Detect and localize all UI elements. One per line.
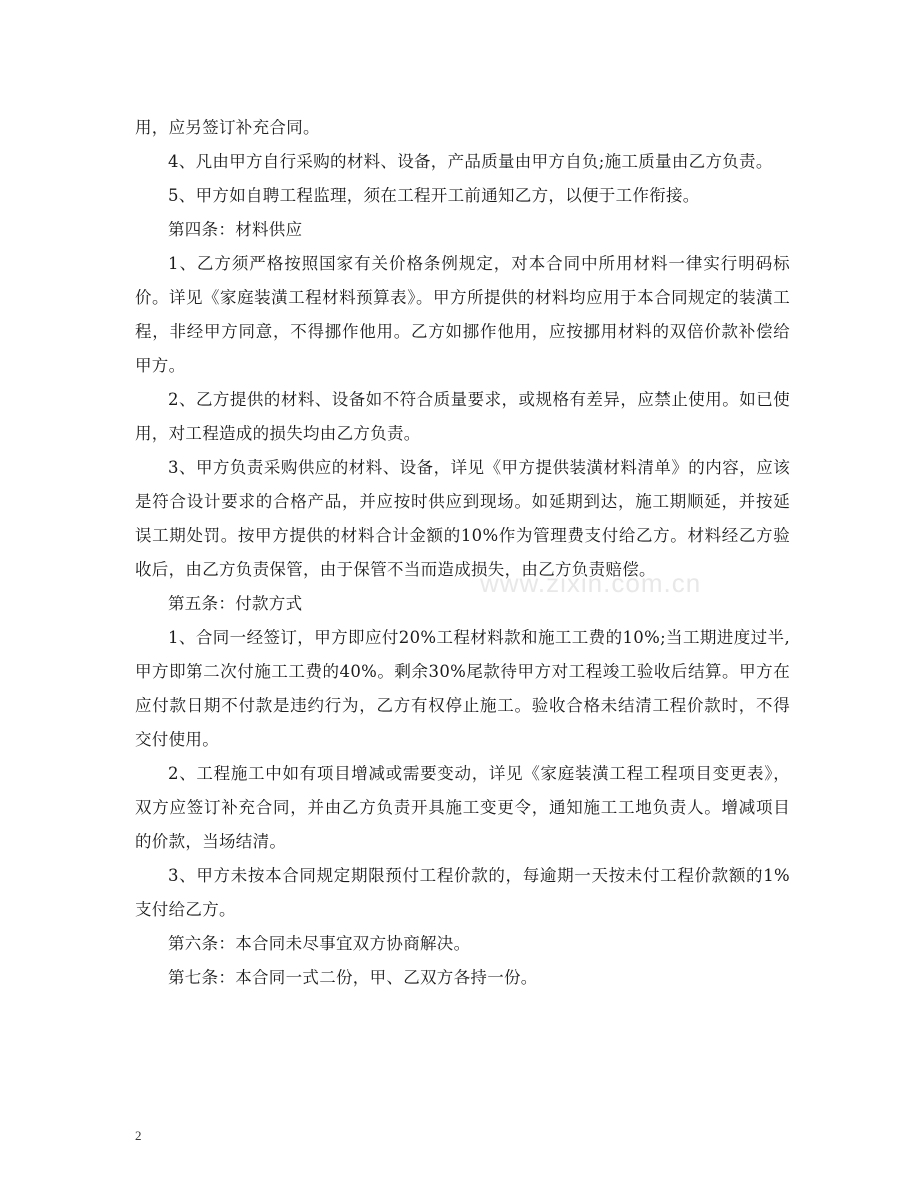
section-heading: 第四条：材料供应 [168, 220, 303, 239]
paragraph: 4、凡由甲方自行采购的材料、设备，产品质量由甲方自负;施工质量由乙方负责。 [168, 152, 773, 171]
section-heading: 第五条：付款方式 [168, 594, 303, 613]
paragraph: 2、工程施工中如有项目增减或需要变动，详见《家庭装潢工程工程项目变更表》，双方应签订补充合同，并由乙方负责开具施工变更令，通知施工工地负责人。增减项目的价款，当场结清。 [135, 764, 790, 851]
page-number: 2 [135, 1128, 142, 1143]
section-heading: 第六条：本合同未尽事宜双方协商解决。 [168, 934, 471, 953]
section-heading: 第七条：本合同一式二份，甲、乙双方各持一份。 [168, 968, 538, 987]
paragraph: 5、甲方如自聘工程监理，须在工程开工前通知乙方，以便于工作衔接。 [168, 186, 700, 205]
document-body [135, 111, 790, 995]
paragraph: 2、乙方提供的材料、设备如不符合质量要求，或规格有差异，应禁止使用。如已使用，对工程造成的损失均由乙方负责。 [135, 390, 790, 443]
paragraph: 1、合同一经签订，甲方即应付20%工程材料款和施工工费的10%;当工期进度过半,甲方即第二次付施工工费的40%。剩余30%尾款待甲方对工程竣工验收后结算。甲方在应付款日期不付款是违约行为，乙方有权停止施工。验收合格未结清工程价款时，不得交付使用。 [135, 628, 790, 749]
watermark: www.zixin.com.cn [480, 568, 702, 598]
paragraph: 1、乙方须严格按照国家有关价格条例规定，对本合同中所用材料一律实行明码标价。详见《家庭装潢工程材料预算表》。甲方所提供的材料均应用于本合同规定的装潢工程，非经甲方同意，不得挪作他用。乙方如挪作他用，应按挪用材料的双倍价款补偿给甲方。 [135, 254, 790, 375]
paragraph: 3、甲方负责采购供应的材料、设备，详见《甲方提供装潢材料清单》的内容，应该是符合设计要求的合格产品，并应按时供应到现场。如延期到达，施工期顺延，并按延误工期处罚。按甲方提供的材料合计金额的10%作为管理费支付给乙方。材料经乙方验收后，由乙方负责保管，由于保管不当而造成损失，由乙方负责赔偿。 [135, 458, 790, 579]
paragraph: 用，应另签订补充合同。 [135, 118, 320, 137]
paragraph: 3、甲方未按本合同规定期限预付工程价款的，每逾期一天按未付工程价款额的1%支付给乙方。 [135, 866, 790, 919]
